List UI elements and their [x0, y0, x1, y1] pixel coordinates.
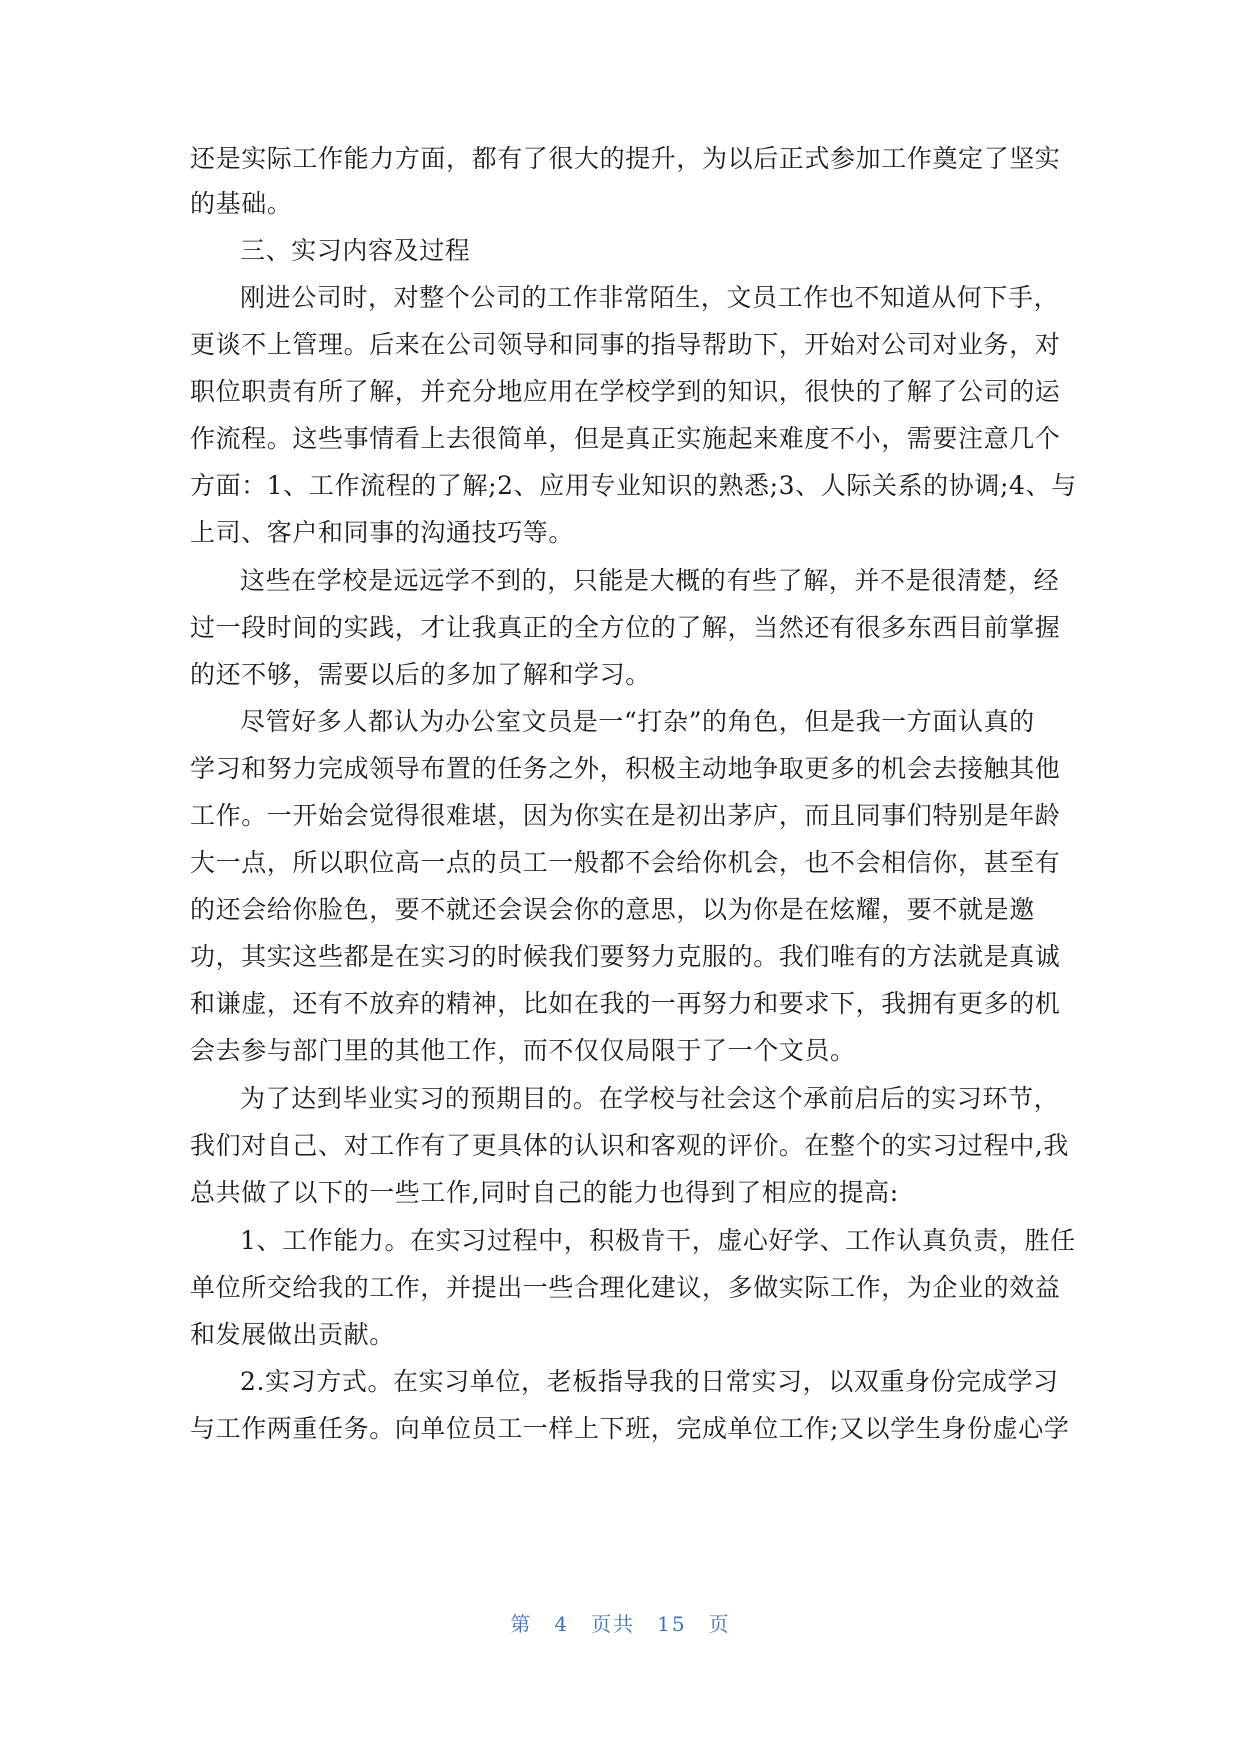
- paragraph-line: 与工作两重任务。向单位员工一样上下班，完成单位工作;又以学生身份虚心学: [190, 1414, 1070, 1443]
- paragraph-line: 职位职责有所了解，并充分地应用在学校学到的知识，很快的了解了公司的运: [190, 377, 1061, 406]
- paragraph-line: 大一点，所以职位高一点的员工一般都不会给你机会，也不会相信你，甚至有: [190, 848, 1061, 877]
- paragraph-line: 学习和努力完成领导布置的任务之外，积极主动地争取更多的机会去接触其他: [190, 754, 1061, 783]
- paragraph-line: 总共做了以下的一些工作,同时自己的能力也得到了相应的提高:: [190, 1178, 899, 1207]
- paragraph-line: 单位所交给我的工作，并提出一些合理化建议，多做实际工作，为企业的效益: [190, 1273, 1061, 1302]
- footer-total-pages: 15: [657, 1612, 687, 1636]
- paragraph-line: 尽管好多人都认为办公室文员是一“打杂”的角色，但是我一方面认真的: [240, 707, 1035, 736]
- footer-label-of: 页共: [591, 1612, 636, 1636]
- footer-label-page: 第: [510, 1612, 533, 1636]
- paragraph-line: 我们对自己、对工作有了更具体的认识和客观的评价。在整个的实习过程中,我: [190, 1131, 1069, 1160]
- paragraph-line: 的基础。: [190, 189, 293, 218]
- paragraph-line: 为了达到毕业实习的预期目的。在学校与社会这个承前启后的实习环节，: [240, 1084, 1060, 1113]
- paragraph-line: 作流程。这些事情看上去很简单，但是真正实施起来难度不小，需要注意几个: [190, 424, 1061, 453]
- paragraph-line: 过一段时间的实践，才让我真正的全方位的了解，当然还有很多东西目前掌握: [190, 613, 1061, 642]
- paragraph-line: 还是实际工作能力方面，都有了很大的提升，为以后正式参加工作奠定了坚实: [190, 144, 1061, 173]
- paragraph-line: 工作。一开始会觉得很难堪，因为你实在是初出茅庐，而且同事们特别是年龄: [190, 801, 1061, 830]
- paragraph-line: 这些在学校是远远学不到的，只能是大概的有些了解，并不是很清楚，经: [240, 566, 1060, 595]
- footer-label-end: 页: [708, 1612, 731, 1636]
- paragraph-line: 和发展做出贡献。: [190, 1320, 395, 1349]
- paragraph-line: 的还会给你脸色，要不就还会误会你的意思，以为你是在炫耀，要不就是邀: [190, 895, 1035, 924]
- paragraph-line: 功，其实这些都是在实习的时候我们要努力克服的。我们唯有的方法就是真诚: [190, 942, 1061, 971]
- paragraph-line: 更谈不上管理。后来在公司领导和同事的指导帮助下，开始对公司对业务，对: [190, 330, 1061, 359]
- paragraph-line: 的还不够，需要以后的多加了解和学习。: [190, 660, 651, 689]
- section-heading: 三、实习内容及过程: [240, 236, 471, 265]
- paragraph-line: 和谦虚，还有不放弃的精神，比如在我的一再努力和要求下，我拥有更多的机: [190, 989, 1061, 1018]
- paragraph-line: 会去参与部门里的其他工作，而不仅仅局限于了一个文员。: [190, 1036, 856, 1065]
- paragraph-line: 上司、客户和同事的沟通技巧等。: [190, 518, 575, 547]
- footer-current-page: 4: [554, 1612, 570, 1636]
- paragraph-line: 方面：1、工作流程的了解;2、应用专业知识的熟悉;3、人际关系的协调;4、与: [190, 471, 1077, 500]
- page-footer: [0, 1610, 1241, 1638]
- paragraph-line: 2.实习方式。在实习单位，老板指导我的日常实习，以双重身份完成学习: [240, 1367, 1059, 1396]
- paragraph-line: 1、工作能力。在实习过程中，积极肯干，虚心好学、工作认真负责，胜任: [240, 1226, 1076, 1255]
- paragraph-line: 刚进公司时，对整个公司的工作非常陌生，文员工作也不知道从何下手，: [240, 283, 1060, 312]
